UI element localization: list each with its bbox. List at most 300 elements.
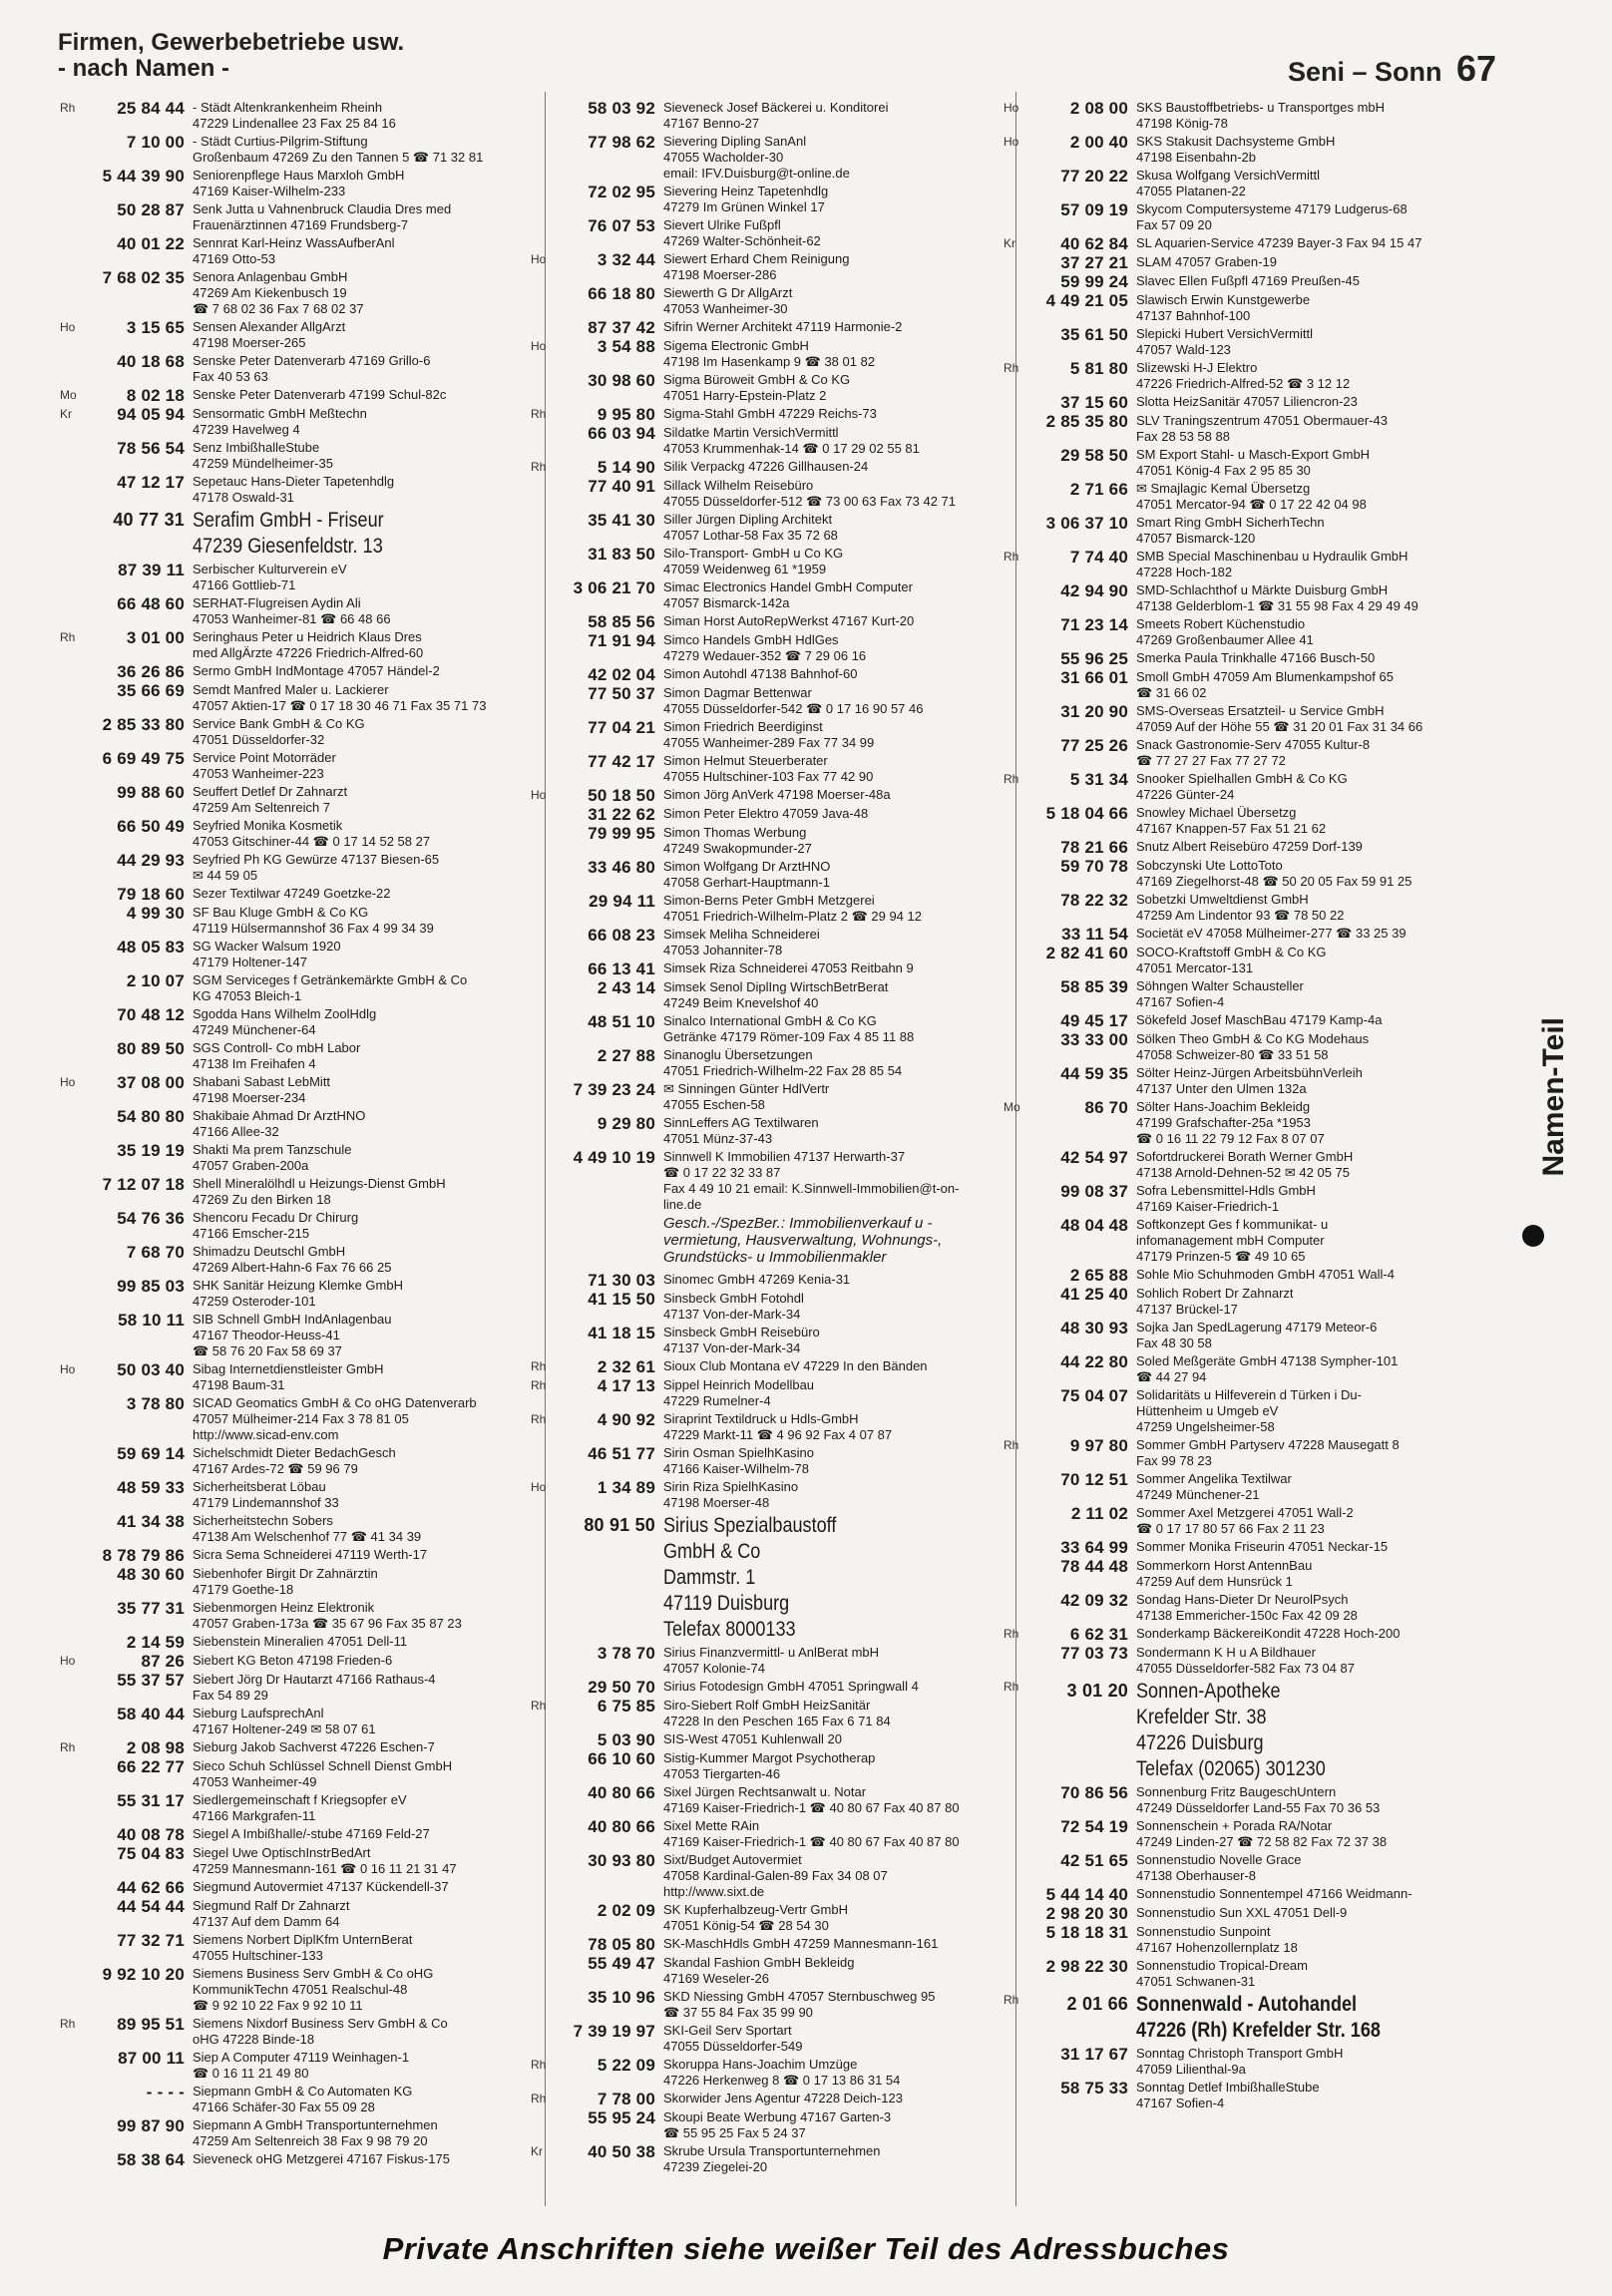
phone-number: 30 98 60 [588,371,655,390]
phone-number: 5 44 39 90 [102,167,185,186]
district-code: Rh [60,101,76,115]
directory-entry [60,2050,527,2082]
district-code [531,893,551,894]
directory-entry [60,1040,527,1072]
entry-text: Service Point Motorräder 47053 Wanheimer-223 [193,750,336,781]
district-code [60,2084,80,2085]
directory-entry [1004,254,1470,271]
directory-entry [60,1006,527,1038]
entry-text: Sonnenburg Fritz BaugeschUntern 47249 Düsseldorfer Land-55 Fax 70 36 53 [1136,1784,1381,1815]
directory-entry [531,425,998,457]
district-code [531,1149,551,1150]
entry-text: Sobetzki Umweltdienst GmbH 47259 Am Lindentor 93 ☎ 78 50 22 [1136,892,1345,923]
directory-entry [1004,892,1470,924]
district-code [1004,515,1023,516]
district-code [60,716,80,717]
directory-entry [60,2084,527,2115]
entry-text: Siegel A Imbißhalle/-stube 47169 Feld-27 [193,1826,430,1841]
district-code [60,1210,80,1211]
district-code: Rh [60,2017,76,2031]
phone-number: 76 07 53 [588,216,655,235]
phone-number: 7 78 00 [597,2090,655,2108]
directory-entry [531,2023,998,2055]
directory-entry [531,1358,998,1375]
directory-entry [531,787,998,804]
district-code [1004,1320,1023,1321]
directory-entry [531,1149,998,1213]
directory-entry [60,562,527,593]
entry-text: Seyfried Monika Kosmetik 47053 Gitschiner-44 ☎ 0 17 14 52 58 27 [193,818,431,849]
entry-text: Siraprint Textildruck u Hdls-GmbH 47229 Markt-11 ☎ 4 96 92 Fax 4 07 87 [663,1411,893,1442]
district-code: Rh [1004,361,1019,375]
district-code [531,1902,551,1903]
district-code [60,1600,80,1601]
district-code: Kr [60,407,72,421]
district-code [1004,394,1023,395]
district-code [531,512,551,513]
directory-entry [1004,1558,1470,1590]
entry-text: Snutz Albert Reisebüro 47259 Dorf-139 [1136,839,1363,854]
directory-entry [60,1758,527,1790]
entry-text: Skycom Computersysteme 47179 Ludgerus-68 Fax 57 09 20 [1136,201,1408,232]
directory-entry [60,1513,527,1545]
district-code [1004,1267,1023,1268]
phone-number: 7 39 23 24 [573,1080,655,1099]
page-header [0,0,1612,100]
district-code [60,2050,80,2051]
entry-text: Sievering Dipling SanAnl 47055 Wacholder-30 email: IFV.Duisburg@t-online.de [663,134,850,181]
phone-number: 78 56 54 [117,439,185,458]
phone-number: 5 18 04 66 [1045,804,1128,823]
district-code [1004,1183,1023,1184]
phone-number: 3 54 88 [597,337,655,356]
directory-entry [531,338,998,370]
phone-number: 58 85 39 [1060,977,1128,996]
directory-column-1 [60,100,527,2204]
entry-text: Skusa Wolfgang VersichVermittl 47055 Platanen-22 [1136,168,1321,198]
district-code [60,1108,80,1109]
directory-entry [60,1312,527,1359]
entry-text: SM Export Stahl- u Masch-Export GmbH 47051 König-4 Fax 2 95 85 30 [1136,447,1371,478]
phone-number: 5 31 34 [1069,770,1128,789]
entry-text: Sinsbeck GmbH Reisebüro 47137 Von-der-Mark-34 [663,1325,820,1355]
phone-number: 9 92 10 20 [102,1965,185,1984]
entry-text: Sofortdruckerei Borath Werner GmbH 47138 Arnold-Dehnen-52 ✉ 42 05 75 [1136,1149,1354,1180]
directory-entry [60,235,527,267]
directory-entry [60,319,527,351]
phone-number: 55 31 17 [117,1791,185,1810]
phone-number: 66 18 80 [588,284,655,303]
directory-entry [1004,945,1470,976]
phone-number: 66 22 77 [117,1757,185,1776]
district-code [531,1731,551,1732]
entry-text: Simon-Berns Peter GmbH Metzgerei 47051 Friedrich-Wilhelm-Platz 2 ☎ 29 94 12 [663,893,922,924]
directory-entry [1004,201,1470,233]
district-code [1004,1905,1023,1906]
directory-entry [531,1989,998,2021]
district-code: Ho [531,252,547,266]
phone-number: 40 80 66 [588,1817,655,1836]
entry-text: Sölken Theo GmbH & Co KG Modehaus 47058 Schweizer-80 ☎ 33 51 58 [1136,1031,1370,1062]
district-code [531,979,551,980]
phone-number: 31 83 50 [588,545,655,564]
directory-entry [1004,326,1470,358]
directory-entry [60,2016,527,2048]
phone-number: 9 95 80 [597,405,655,424]
entry-text: Senora Anlagenbau GmbH 47269 Am Kiekenbusch 19 ☎ 7 68 02 36 Fax 7 68 02 37 [193,269,364,316]
district-code [1004,1505,1023,1506]
district-code [60,1395,80,1396]
phone-number: 77 25 26 [1060,736,1128,755]
phone-number: 58 40 44 [117,1705,185,1723]
directory-entry [60,440,527,472]
district-code [531,1047,551,1048]
entry-text: Sonnenstudio Sonnentempel 47166 Weidmann- [1136,1886,1412,1901]
directory-entry [1004,134,1470,166]
district-code [60,852,80,853]
phone-number: 2 02 09 [597,1901,655,1920]
phone-number: 41 18 15 [588,1324,655,1342]
entry-text: Simon Wolfgang Dr ArztHNO 47058 Gerhart-Hauptmann-1 [663,859,831,890]
directory-entry [60,1074,527,1106]
entry-text: SF Bau Kluge GmbH & Co KG 47119 Hülsermannshof 36 Fax 4 99 34 39 [193,905,434,936]
entry-text: Sinsbeck GmbH Fotohdl 47137 Von-der-Mark-34 [663,1291,804,1322]
phone-number: 41 15 50 [588,1290,655,1309]
phone-number: 9 97 80 [1069,1436,1128,1455]
phone-number: 49 45 17 [1060,1011,1128,1030]
directory-entry [531,1679,998,1696]
phone-number: 40 50 38 [588,2142,655,2161]
district-code [60,1898,80,1899]
phone-number: 1 34 89 [597,1478,655,1497]
phone-number: 2 85 35 80 [1045,412,1128,431]
directory-entry [60,1566,527,1598]
district-code [531,806,551,807]
entry-text: SLAM 47057 Graben-19 [1136,254,1277,269]
phone-number: 99 87 90 [117,2116,185,2135]
phone-number: 35 61 50 [1060,325,1128,344]
district-code [1004,1387,1023,1388]
entry-text: Sölter Hans-Joachim Bekleidg 47199 Grafschafter-25a *1953 ☎ 0 16 11 22 79 12 Fax 8 07 07 [1136,1099,1325,1146]
entry-text: Sommer Angelika Textilwar 47249 Münchener-21 [1136,1471,1292,1502]
district-code [531,927,551,928]
entry-text: Simsek Meliha Schneiderei 47053 Johanniter-78 [663,927,820,957]
district-code [531,1955,551,1956]
entry-text: Sinnwell K Immobilien 47137 Herwarth-37 ☎ 0 17 22 32 33 87 Fax 4 49 10 21 email: K.Sinnwell-Immobilien@t-on- line.de [663,1149,960,1212]
district-code [60,1706,80,1707]
entry-text: Sondermann K H u A Bildhauer 47055 Düsseldorfer-582 Fax 73 04 87 [1136,1645,1355,1676]
district-code: Kr [1004,236,1015,250]
entry-text: Sicra Sema Schneiderei 47119 Werth-17 [193,1547,428,1562]
phone-number: 7 68 02 35 [102,268,185,287]
phone-number: 5 03 90 [597,1730,655,1749]
phone-number: 2 27 88 [597,1046,655,1065]
directory-entry [60,939,527,970]
district-code [60,134,80,135]
phone-number: 54 76 36 [117,1209,185,1228]
entry-text: Smart Ring GmbH SicherhTechn 47057 Bismarck-120 [1136,515,1325,546]
district-code [60,1932,80,1933]
phone-number: 75 04 83 [117,1844,185,1863]
district-code [60,508,80,509]
phone-number: 2 65 88 [1069,1266,1128,1285]
directory-entry [531,2143,998,2175]
district-code [60,201,80,202]
directory-entry [1004,858,1470,890]
entry-text: Seniorenpflege Haus Marxloh GmbH 47169 Kaiser-Wilhelm-233 [193,168,405,198]
phone-number: 86 70 [1084,1098,1128,1117]
phone-number: 35 19 19 [117,1141,185,1160]
phone-number: 77 32 71 [117,1931,185,1950]
district-code [60,972,80,973]
entry-text: Serbischer Kulturverein eV 47166 Gottlieb-71 [193,562,347,592]
district-code [531,372,551,373]
directory-entry [60,886,527,903]
district-code: Rh [1004,1993,1019,2007]
directory-entry [531,979,998,1011]
phone-number: 4 49 21 05 [1045,291,1128,310]
phone-number: 31 66 01 [1060,668,1128,687]
phone-number: 50 28 87 [117,200,185,219]
directory-entry [1004,1437,1470,1469]
phone-number: 48 30 60 [117,1565,185,1584]
directory-entry [531,1013,998,1045]
directory-entry [531,1115,998,1147]
entry-text: Siewert Erhard Chem Reinigung 47198 Moerser-286 [663,251,850,282]
entry-text: Sobczynski Ute LottoToto 47169 Ziegelhorst-48 ☎ 50 20 05 Fax 59 91 25 [1136,858,1412,889]
directory-entry [1004,839,1470,856]
phone-number: 71 23 14 [1060,615,1128,634]
district-code [60,440,80,441]
entry-text: Siemens Nixdorf Business Serv GmbH & Co oHG 47228 Binde-18 [193,2016,448,2047]
district-code: Ho [60,1654,76,1668]
district-code: Rh [531,2058,547,2072]
phone-number: 58 10 11 [118,1311,185,1330]
section-title-line2: - nach Namen - [58,55,230,82]
phone-number: 29 58 50 [1060,446,1128,465]
district-code: Rh [531,407,547,421]
directory-entry [60,1706,527,1737]
directory-entry [531,459,998,476]
directory-entry [60,1898,527,1930]
phone-number: 80 91 50 [584,1515,655,1535]
directory-entry [531,217,998,249]
directory-entry [60,905,527,937]
phone-number: 5 14 90 [597,458,655,477]
directory-entry [60,1176,527,1208]
phone-number: 70 48 12 [117,1005,185,1024]
directory-entry [531,406,998,423]
directory-entry [531,1047,998,1079]
entry-text: Simon Thomas Werbung 47249 Swakopmunder-27 [663,825,812,856]
phone-number: 30 93 80 [588,1851,655,1870]
entry-text: Sieveneck Josef Bäckerei u. Konditorei 47167 Benno-27 [663,100,889,131]
district-code [531,753,551,754]
phone-number: 35 77 31 [117,1599,185,1618]
entry-text: Siro-Siebert Rolf GmbH HeizSanitär 47228 In den Peschen 165 Fax 6 71 84 [663,1698,891,1728]
phone-number: 31 22 62 [588,805,655,824]
district-code [1004,616,1023,617]
entry-text: SKS Baustoffbetriebs- u Transportges mbH 47198 König-78 [1136,100,1386,131]
district-code [1004,737,1023,738]
entry-text: SIB Schnell GmbH IndAnlagenbau 47167 Theodor-Heuss-41 ☎ 58 76 20 Fax 58 69 37 [193,1312,392,1358]
entry-text: Siegel Uwe OptischInstrBedArt 47259 Mannesmann-161 ☎ 0 16 11 21 31 47 [193,1845,457,1876]
phone-number: 42 94 90 [1060,581,1128,600]
district-code [531,319,551,320]
district-code [1004,892,1023,893]
entry-text: Sippel Heinrich Modellbau 47229 Rumelner-4 [663,1377,815,1408]
entry-text: Skoruppa Hans-Joachim Umzüge 47226 Herkenweg 8 ☎ 0 17 13 86 31 54 [663,2057,901,2088]
district-code [1004,839,1023,840]
district-code [60,1845,80,1846]
name-range: Seni – Sonn [1287,57,1442,87]
district-code [60,1672,80,1673]
district-code [1004,1217,1023,1218]
phone-number: 35 10 96 [588,1988,655,2007]
phone-number: 87 26 [141,1652,185,1671]
directory-entry [1004,1353,1470,1385]
directory-entry [531,666,998,683]
entry-text: Simac Electronics Handel GmbH Computer 47057 Bismarck-142a [663,579,913,610]
district-code: Mo [60,388,77,402]
district-code [1004,413,1023,414]
directory-entry [531,632,998,664]
directory-entry [1004,669,1470,701]
entry-text: - Städt Curtius-Pilgrim-Stiftung Großenbaum 47269 Zu den Tannen 5 ☎ 71 32 81 [193,134,484,165]
phone-number: 7 74 40 [1069,548,1128,567]
phone-number: 55 49 47 [588,1954,655,1973]
district-code [531,478,551,479]
district-code [1004,273,1023,274]
district-code [60,269,80,270]
entry-text: ✉ Smajlagic Kemal Übersetzg 47051 Mercator-94 ☎ 0 17 22 42 04 98 [1136,481,1367,512]
entry-text: Sirius Spezialbaustoff GmbH & Co Dammstr. 1 47119 Duisburg Telefax 8000133 [663,1514,837,1641]
directory-entry [531,1731,998,1748]
entry-text: Sixel Jürgen Rechtsanwalt u. Notar 47169 Kaiser-Friedrich-1 ☎ 40 80 67 Fax 40 87 80 [663,1784,960,1815]
entry-text: Sigma Büroweit GmbH & Co KG 47051 Harry-Epstein-Platz 2 [663,372,851,403]
entry-text: SIS-West 47051 Kuhlenwall 20 [663,1731,842,1746]
entry-text: Simco Handels GmbH HdlGes 47279 Wedauer-352 ☎ 7 29 06 16 [663,632,867,663]
district-code [531,1784,551,1785]
directory-entry [1004,1679,1470,1782]
entry-text: Sensen Alexander AllgArzt 47198 Moerser-265 [193,319,346,350]
district-code [1004,858,1023,859]
entry-text: SinnLeffers AG Textilwaren 47051 Münz-37-43 [663,1115,819,1146]
directory-entry [60,1932,527,1964]
directory-entry [531,1818,998,1850]
entry-text: Sirin Osman SpielhKasino 47166 Kaiser-Wilhelm-78 [663,1445,815,1476]
phone-number: 5 44 14 40 [1045,1885,1128,1904]
entry-text: SL Aquarien-Service 47239 Bayer-3 Fax 94 15 47 [1136,235,1422,250]
directory-entry [60,508,527,560]
phone-number: 40 08 78 [117,1825,185,1844]
directory-entry [1004,100,1470,132]
directory-entry [60,1278,527,1310]
phone-number: 79 18 60 [117,885,185,904]
phone-number: 99 88 60 [117,783,185,802]
directory-entry [1004,447,1470,479]
district-code [60,750,80,751]
directory-entry [60,663,527,680]
directory-entry [60,474,527,506]
entry-text: Seuffert Detlef Dr Zahnarzt 47259 Am Seltenreich 7 [193,784,348,815]
district-code [1004,168,1023,169]
directory-entry [60,1142,527,1174]
phone-number: 6 62 31 [1069,1625,1128,1644]
directory-entry [1004,1886,1470,1903]
entry-text: Simon Peter Elektro 47059 Java-48 [663,806,869,821]
phone-number: 2 08 00 [1069,100,1128,118]
directory-entry [1004,549,1470,580]
phone-number: 4 49 10 19 [573,1148,655,1167]
directory-entry [531,1411,998,1443]
entry-text: Sieco Schuh Schlüssel Schnell Dienst GmbH 47053 Wanheimer-49 [193,1758,453,1789]
district-code: Rh [531,460,547,474]
phone-number: 7 39 19 97 [573,2022,655,2041]
phone-number: 99 08 37 [1060,1182,1128,1201]
district-code [1004,1471,1023,1472]
entry-text: SMD-Schlachthof u Märkte Duisburg GmbH 47138 Gelderblom-1 ☎ 31 55 98 Fax 4 29 49 49 [1136,582,1418,613]
directory-entry [1004,1818,1470,1850]
entry-text: SK-MaschHdls GmbH 47259 Mannesmann-161 [663,1936,939,1951]
phone-number: 87 39 11 [118,561,185,579]
district-code [60,235,80,236]
phone-number: 66 48 60 [117,594,185,613]
entry-text: Sibag Internetdienstleister GmbH 47198 Baum-31 [193,1361,384,1392]
entry-text: Shell Mineralölhdl u Heizungs-Dienst GmbH 47269 Zu den Birken 18 [193,1176,446,1207]
district-code [1004,1012,1023,1013]
phone-number: 94 05 94 [117,405,185,424]
phone-number: 33 33 00 [1060,1030,1128,1049]
district-code: Ho [60,1075,76,1089]
phone-number: 77 98 62 [588,133,655,152]
entry-text: Siebert KG Beton 47198 Frieden-6 [193,1653,393,1668]
directory-entry [531,1955,998,1987]
district-code [60,818,80,819]
phone-number: 3 01 20 [1066,1681,1128,1701]
directory-entry [1004,1320,1470,1351]
phone-number: 2 11 02 [1070,1504,1128,1523]
district-code [60,1547,80,1548]
entry-text: SGS Controll- Co mbH Labor 47138 Im Freihafen 4 [193,1040,361,1071]
directory-entry [1004,1217,1470,1265]
phone-number: 66 50 49 [117,817,185,836]
phone-number: 78 22 32 [1060,891,1128,910]
bullet-icon [1522,1225,1544,1247]
side-tab-label: Namen-Teil [1537,1017,1570,1177]
phone-number: 42 09 32 [1060,1591,1128,1610]
entry-text: Sicherheitsberat Löbau 47179 Lindemannshof 33 [193,1479,339,1510]
directory-entry [531,100,998,132]
directory-entry [60,1966,527,2014]
directory-entry [60,201,527,233]
district-code [60,1006,80,1007]
entry-text: Sixel Mette RAin 47169 Kaiser-Friedrich-1 ☎ 40 80 67 Fax 40 87 80 [663,1818,960,1849]
district-code [60,1445,80,1446]
district-code [1004,1958,1023,1959]
directory-column-3 [1004,100,1470,2204]
directory-entry [531,1645,998,1677]
entry-text: Söhngen Walter Schausteller 47167 Sofien-4 [1136,978,1304,1009]
directory-entry [1004,1626,1470,1643]
district-code [531,1645,551,1646]
directory-entry [531,960,998,977]
entry-text: Siller Jürgen Dipling Architekt 47057 Lothar-58 Fax 35 72 68 [663,512,838,543]
phone-number: 66 03 94 [588,424,655,443]
entry-text: Siedlergemeinschaft f Kriegsopfer eV 47166 Markgrafen-11 [193,1792,407,1823]
directory-entry [531,719,998,751]
phone-number: 77 20 22 [1060,167,1128,186]
